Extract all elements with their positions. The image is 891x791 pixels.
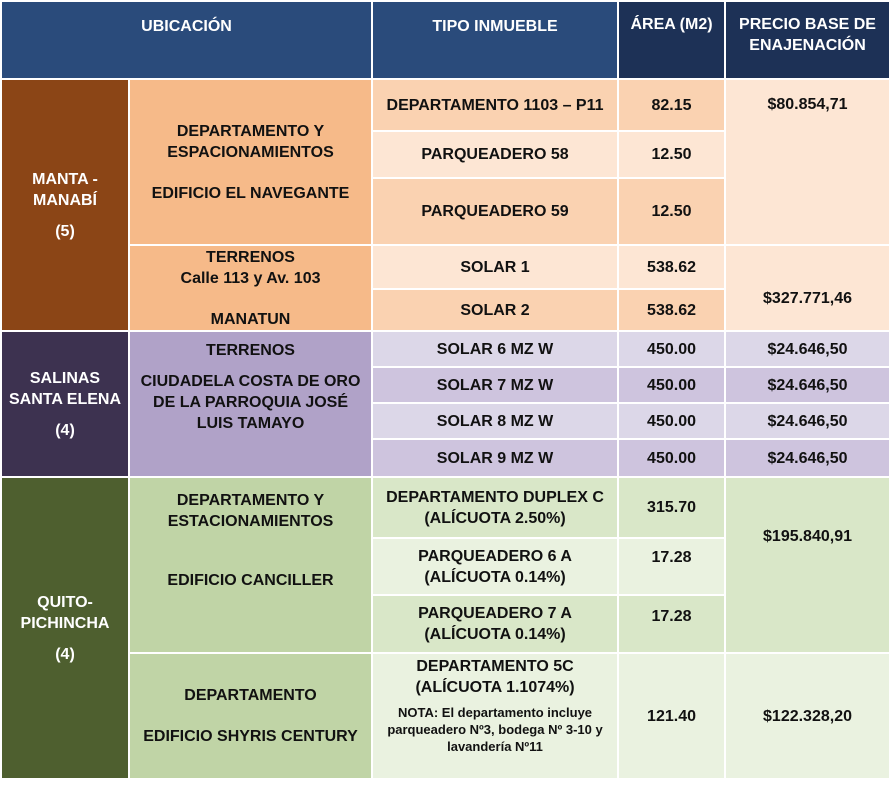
tipo-cell: PARQUEADERO 58: [372, 131, 618, 178]
tipo-cell: DEPARTAMENTO 1103 – P11: [372, 79, 618, 131]
location-address: Calle 113 y Av. 103: [180, 269, 321, 287]
region-count: (4): [55, 421, 75, 439]
price-cell: $24.646,50: [725, 439, 890, 477]
location-type: DEPARTAMENTO: [184, 687, 317, 704]
table-row: [1, 79, 890, 131]
region-count: (4): [55, 645, 75, 663]
location-type: DEPARTAMENTO Y ESTACIONAMIENTOS: [167, 492, 334, 530]
price-cell: $80.854,71: [725, 79, 890, 245]
price-cell: $327.771,46: [725, 245, 890, 331]
region-cell-manta: [1, 79, 129, 331]
tipo-cell: DEPARTAMENTO DUPLEX C (ALÍCUOTA 2.50%): [372, 477, 618, 538]
location-place: CIUDADELA COSTA DE ORO DE LA PARROQUIA JOSÉ LUIS TAMAYO: [140, 373, 361, 432]
table-row: [1, 331, 890, 367]
location-cell: [129, 331, 372, 477]
region-name: MANTA - MANABÍ: [32, 170, 98, 209]
area-cell: 315.70: [618, 477, 725, 538]
note-text: NOTA: El departamento incluye parqueadero Nº3, bodega Nº 3-10 y lavandería Nº11: [387, 705, 603, 754]
tipo-cell: SOLAR 8 MZ W: [372, 403, 618, 439]
area-cell: 538.62: [618, 245, 725, 289]
area-cell: 82.15: [618, 79, 725, 131]
tipo-label: DEPARTAMENTO 5C (ALÍCUOTA 1.1074%): [415, 658, 575, 696]
location-type: DEPARTAMENTO Y ESPACIONAMIENTOS: [167, 122, 334, 161]
header-row: [1, 1, 890, 79]
area-cell: 12.50: [618, 178, 725, 245]
location-place: EDIFICIO CANCILLER: [167, 572, 334, 589]
location-place: MANATUN: [210, 310, 291, 328]
region-count: (5): [55, 222, 75, 240]
tipo-cell: PARQUEADERO 6 A (ALÍCUOTA 0.14%): [372, 538, 618, 595]
table-row: [1, 477, 890, 538]
tipo-cell: SOLAR 1: [372, 245, 618, 289]
area-cell: 450.00: [618, 403, 725, 439]
price-cell: $24.646,50: [725, 367, 890, 403]
tipo-cell: SOLAR 2: [372, 289, 618, 331]
location-cell: [129, 477, 372, 653]
price-cell: $24.646,50: [725, 331, 890, 367]
tipo-cell: [372, 653, 618, 779]
region-name: QUITO-PICHINCHA: [20, 593, 110, 632]
price-cell: $122.328,20: [725, 653, 890, 779]
header-tipo-inmueble: TIPO INMUEBLE: [372, 1, 618, 79]
location-type: TERRENOS: [206, 342, 295, 359]
region-cell-salinas: [1, 331, 129, 477]
area-cell: 17.28: [618, 595, 725, 653]
price-cell: $24.646,50: [725, 403, 890, 439]
region-name: SALINAS SANTA ELENA: [9, 369, 121, 408]
area-cell: 17.28: [618, 538, 725, 595]
location-cell: [129, 245, 372, 331]
area-cell: 538.62: [618, 289, 725, 331]
header-precio: PRECIO BASE DE ENAJENACIÓN: [725, 1, 890, 79]
area-cell: 121.40: [618, 653, 725, 779]
location-cell: [129, 79, 372, 245]
price-cell: $195.840,91: [725, 477, 890, 653]
tipo-cell: SOLAR 7 MZ W: [372, 367, 618, 403]
location-place: EDIFICIO EL NAVEGANTE: [151, 184, 350, 202]
area-cell: 450.00: [618, 439, 725, 477]
area-cell: 12.50: [618, 131, 725, 178]
table-row: [1, 245, 890, 289]
area-cell: 450.00: [618, 331, 725, 367]
tipo-cell: PARQUEADERO 7 A (ALÍCUOTA 0.14%): [372, 595, 618, 653]
region-cell-quito: [1, 477, 129, 779]
tipo-cell: PARQUEADERO 59: [372, 178, 618, 245]
area-cell: 450.00: [618, 367, 725, 403]
header-area: ÁREA (M2): [618, 1, 725, 79]
location-cell: [129, 653, 372, 779]
location-type: TERRENOS: [206, 248, 295, 266]
location-place: EDIFICIO SHYRIS CENTURY: [143, 728, 358, 745]
tipo-cell: SOLAR 9 MZ W: [372, 439, 618, 477]
header-ubicacion: UBICACIÓN: [1, 1, 372, 79]
table-row: [1, 653, 890, 779]
tipo-cell: SOLAR 6 MZ W: [372, 331, 618, 367]
